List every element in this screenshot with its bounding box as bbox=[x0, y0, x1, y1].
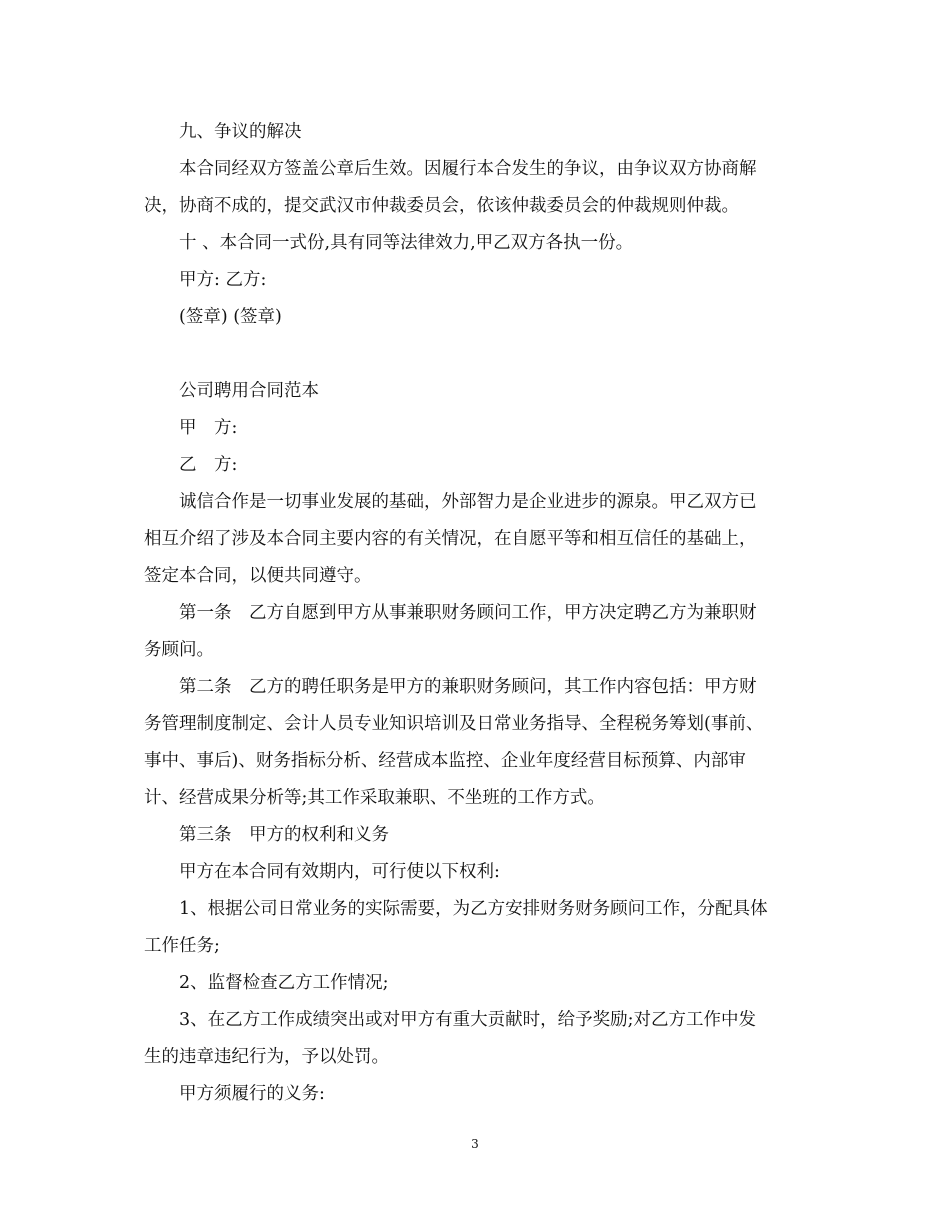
paragraph-line: 甲方须履行的义务: bbox=[179, 1084, 325, 1104]
list-item-1-line: 工作任务; bbox=[144, 936, 220, 956]
list-item-2-line: 2、监督检查乙方工作情况; bbox=[179, 973, 389, 993]
paragraph-line: 诚信合作是一切事业发展的基础，外部智力是企业进步的源泉。甲乙双方已 bbox=[179, 492, 757, 512]
party-b-field: 乙 方: bbox=[179, 455, 238, 475]
paragraph-line: 签定本合同，以便共同遵守。 bbox=[144, 566, 372, 586]
page-number: 3 bbox=[471, 1137, 479, 1151]
article-2-line: 事中、事后)、财务指标分析、经营成本监控、企业年度经营目标预算、内部审 bbox=[144, 751, 746, 771]
paragraph-line: 十 、本合同一式份,具有同等法律效力,甲乙双方各执一份。 bbox=[179, 233, 634, 253]
contract-title: 公司聘用合同范本 bbox=[179, 381, 319, 401]
list-item-3-line: 3、在乙方工作成绩突出或对甲方有重大贡献时，给予奖励;对乙方工作中发 bbox=[179, 1010, 757, 1030]
article-3-heading: 第三条 甲方的权利和义务 bbox=[179, 825, 389, 845]
article-2-line: 第二条 乙方的聘任职务是甲方的兼职财务顾问，其工作内容包括：甲方财 bbox=[179, 677, 757, 697]
paragraph-line: 本合同经双方签盖公章后生效。因履行本合发生的争议，由争议双方协商解 bbox=[179, 159, 757, 179]
article-2-line: 计、经营成果分析等;其工作采取兼职、不坐班的工作方式。 bbox=[144, 788, 605, 808]
article-2-line: 务管理制度制定、会计人员专业知识培训及日常业务指导、全程税务筹划(事前、 bbox=[144, 714, 764, 734]
article-1-line: 第一条 乙方自愿到甲方从事兼职财务顾问工作，甲方决定聘乙方为兼职财 bbox=[179, 603, 757, 623]
paragraph-line: 相互介绍了涉及本合同主要内容的有关情况，在自愿平等和相互信任的基础上， bbox=[144, 529, 757, 549]
section-heading-dispute: 九、争议的解决 bbox=[179, 122, 302, 142]
signature-parties: 甲方: 乙方: bbox=[179, 270, 267, 290]
list-item-3-line: 生的违章违纪行为，予以处罚。 bbox=[144, 1047, 389, 1067]
paragraph-line: 决，协商不成的，提交武汉市仲裁委员会，依该仲裁委员会的仲裁规则仲裁。 bbox=[144, 196, 739, 216]
document-body bbox=[144, 114, 812, 1113]
article-1-line: 务顾问。 bbox=[144, 640, 214, 660]
party-a-field: 甲 方: bbox=[179, 418, 238, 438]
signature-seals: (签章) (签章) bbox=[179, 307, 282, 327]
blank-line bbox=[144, 336, 812, 373]
paragraph-line: 甲方在本合同有效期内，可行使以下权利: bbox=[179, 862, 500, 882]
list-item-1-line: 1、根据公司日常业务的实际需要，为乙方安排财务财务顾问工作，分配具体 bbox=[179, 899, 768, 919]
